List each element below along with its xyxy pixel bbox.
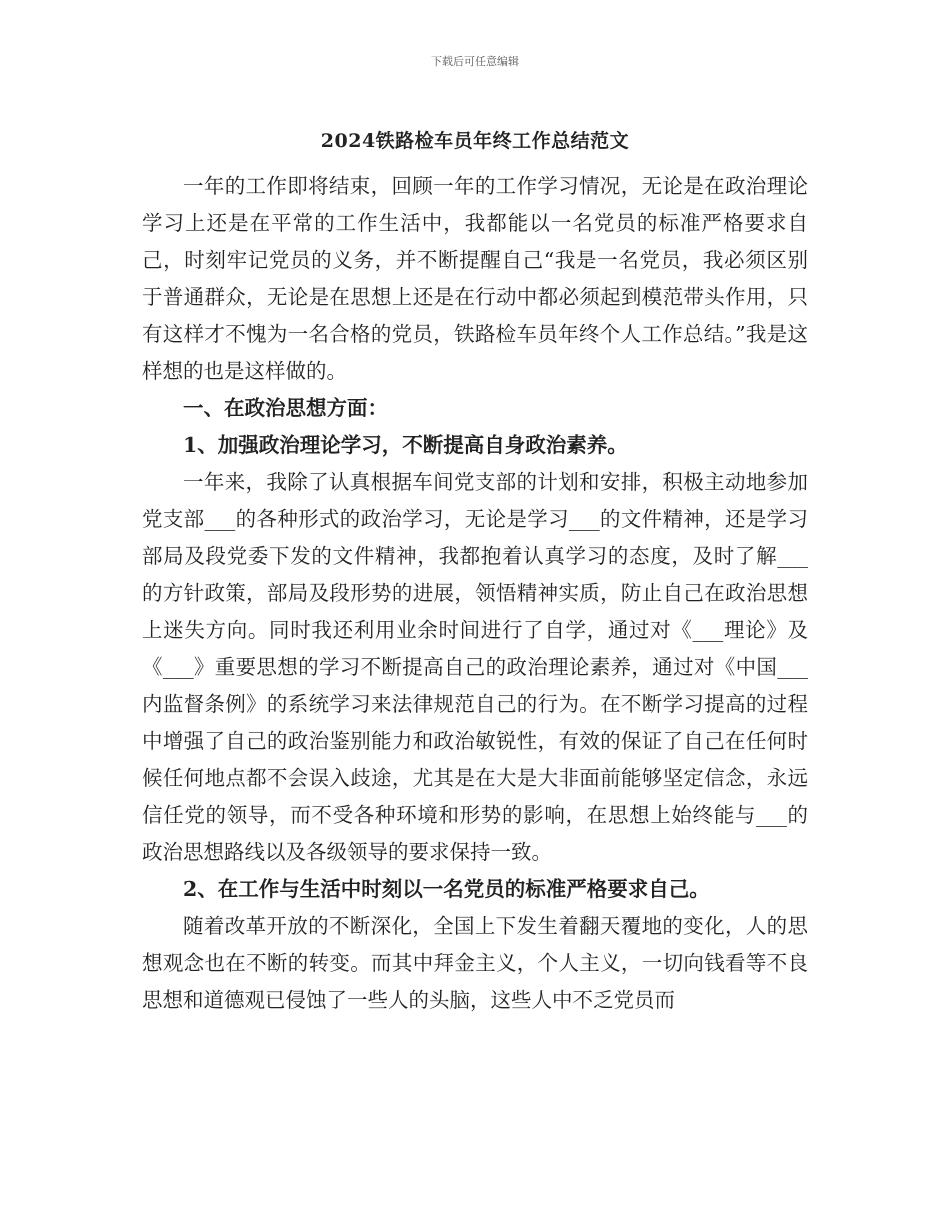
document-body bbox=[142, 168, 808, 1019]
header-note: 下载后可任意编辑 bbox=[431, 55, 519, 68]
paragraph: 一年来，我除了认真根据车间党支部的计划和安排，积极主动地参加党支部___的各种形式的政治学习，无论是学习___的文件精神，还是学习部局及段党委下发的文件精神，我都抱着认真学习的态度，及时了解___的方针政策，部局及段形势的进展，领悟精神实质，防止自己在政治思想上迷失方向。同时我还利用业余时间进行了自学，通过对《___理论》及《___》重要思想的学习不断提高自己的政治理论素养，通过对《中国___内监督条例》的系统学习来法律规范自己的行为。在不断学习提高的过程中增强了自己的政治鉴别能力和政治敏锐性，有效的保证了自己在任何时候任何地点都不会误入歧途，尤其是在大是大非面前能够坚定信念，永远信任党的领导，而不受各种环境和形势的影响，在思想上始终能与___的政治思想路线以及各级领导的要求保持一致。 bbox=[142, 470, 808, 864]
paragraph: 一年的工作即将结束，回顾一年的工作学习情况，无论是在政治理论学习上还是在平常的工作生活中，我都能以一名党员的标准严格要求自己，时刻牢记党员的义务，并不断提醒自己“我是一名党员，我必须区别于普通群众，无论是在思想上还是在行动中都必须起到模范带头作用，只有这样才不愧为一名合格的党员，铁路检车员年终个人工作总结。”我是这样想的也是这样做的。 bbox=[142, 174, 808, 383]
paragraph: 随着改革开放的不断深化，全国上下发生着翻天覆地的变化，人的思想观念也在不断的转变。而其中拜金主义，个人主义，一切向钱看等不良思想和道德观已侵蚀了一些人的头脑，这些人中不乏党员而 bbox=[142, 914, 808, 1012]
subsection-heading: 1、加强政治理论学习，不断提高自身政治素养。 bbox=[183, 433, 628, 457]
subsection-heading: 2、在工作与生活中时刻以一名党员的标准严格要求自己。 bbox=[183, 877, 710, 901]
document-title: 2024铁路检车员年终工作总结范文 bbox=[320, 130, 630, 152]
section-heading: 一、在政治思想方面： bbox=[183, 396, 388, 420]
